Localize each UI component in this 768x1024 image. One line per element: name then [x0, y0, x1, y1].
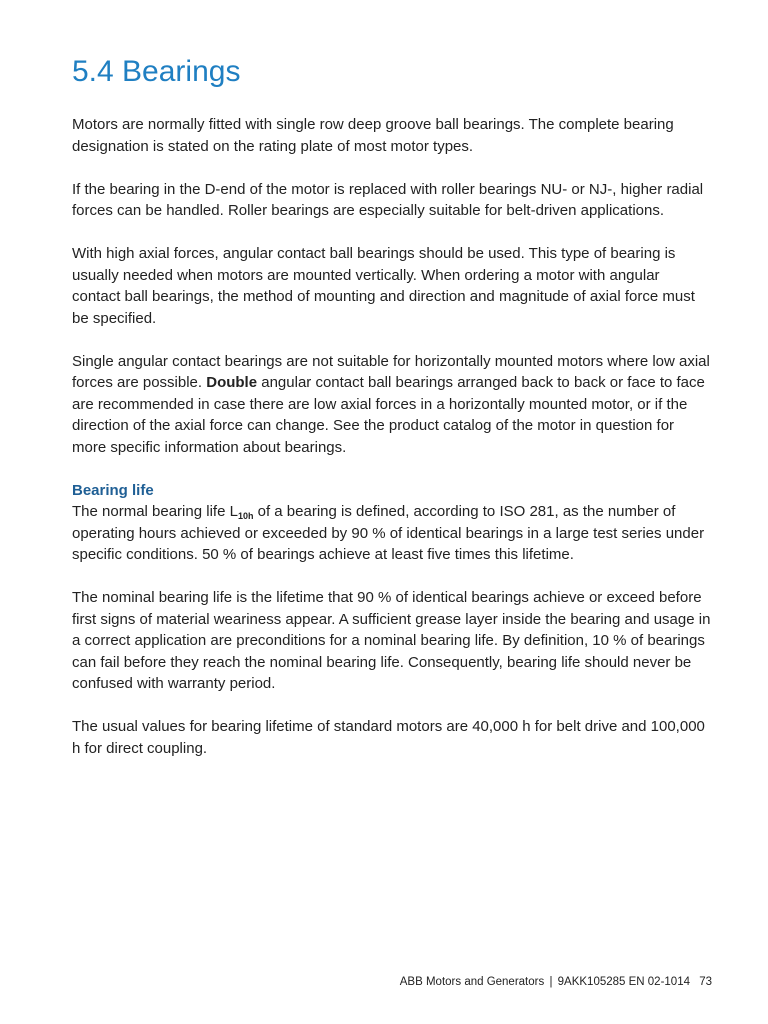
- footer-document-code: 9AKK105285 EN 02-1014: [557, 976, 690, 988]
- page-number: 73: [699, 976, 712, 988]
- page-footer: [400, 976, 712, 988]
- subscript: 10h: [237, 511, 254, 521]
- paragraph-ball-bearings: Motors are normally fitted with single row deep groove ball bearings. The complete bearing designation is stated on the rating plate of most motor types.: [72, 116, 674, 155]
- paragraph-text: Single angular contact bearings are not suitable for horizontally mounted motors where low axial forces are possible.: [72, 352, 710, 391]
- paragraph-normal-bearing-life: [72, 501, 712, 566]
- paragraph-angular-contact: With high axial forces, angular contact ball bearings should be used. This type of bearing is usually needed when motors are mounted vertically. When ordering a motor with angular contact ball bearings, the method of mounting and direction and magnitude of axial force must be specified.: [72, 245, 695, 327]
- paragraph-text: The normal bearing life L: [72, 503, 238, 520]
- page-title: 5.4 Bearings: [72, 55, 241, 88]
- paragraph-text: angular contact ball bearings arranged back to back or face to face are recommended in case there are low axial forces in a horizontally mounted motor, or if the direction of the axial force can change. See the product catalog of the motor in question for more specific information about bearings.: [72, 374, 705, 456]
- bold-term: Double: [206, 374, 258, 391]
- paragraph-text: of a bearing is defined, according to ISO 281, as the number of operating hours achieved or exceeded by 90 % of identical bearings in a large test series under specific conditions. 50 % of bearings achieve at least five times this lifetime.: [72, 503, 705, 563]
- page-content: [72, 52, 712, 781]
- paragraph-usual-values: The usual values for bearing lifetime of standard motors are 40,000 h for belt drive and 100,000 h for direct coupling.: [72, 718, 705, 757]
- footer-publication: ABB Motors and Generators: [399, 976, 545, 988]
- footer-separator: |: [549, 976, 553, 988]
- paragraph-roller-bearings: If the bearing in the D-end of the motor is replaced with roller bearings NU- or NJ-, higher radial forces can be handled. Roller bearings are especially suitable for belt-driven applications.: [72, 180, 704, 219]
- paragraph-nominal-bearing-life: The nominal bearing life is the lifetime that 90 % of identical bearings achieve or exceed before first signs of material weariness appear. A sufficient grease layer inside the bearing and usage in a correct application are preconditions for a nominal bearing life. By definition, 10 % of bearings can fail before they reach the nominal bearing life. Consequently, bearing life should never be confused with warranty period.: [72, 589, 711, 692]
- paragraph-double-bearings: [72, 351, 712, 459]
- section-heading-bearing-life: Bearing life: [72, 481, 154, 499]
